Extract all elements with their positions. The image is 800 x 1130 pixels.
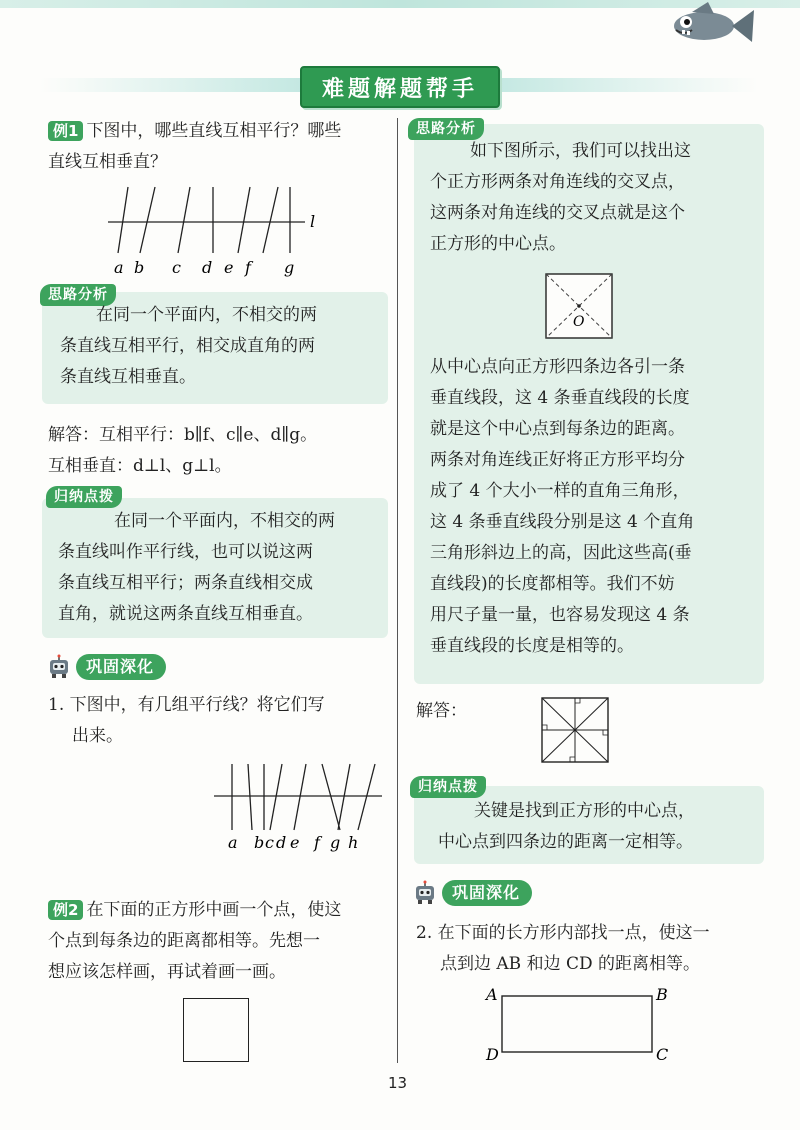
diagonal-square-figure xyxy=(544,272,616,342)
label-c: c xyxy=(172,258,181,277)
page-number: 13 xyxy=(388,1074,408,1092)
question1-figure xyxy=(210,760,390,855)
q1-label-e: e xyxy=(290,833,300,852)
right-summary-line2: 中心点到四条边的距离一定相等。 xyxy=(438,832,693,852)
example1-figure xyxy=(100,185,330,280)
robot-icon xyxy=(412,880,438,906)
center-label: O xyxy=(573,314,585,330)
example2-line3: 想应该怎样画，再试着画一画。 xyxy=(48,962,286,982)
example2-badge: 例2 xyxy=(48,900,83,920)
left-practice-header xyxy=(46,652,166,682)
label-g: g xyxy=(284,258,295,277)
line-c xyxy=(178,187,190,253)
label-b: b xyxy=(134,258,145,277)
right-expl-line7: 三角形斜边上的高，因此这些高(垂 xyxy=(430,543,692,563)
left-summary-line2: 条直线叫作平行线，也可以说这两 xyxy=(58,542,313,562)
q1-label-f: f xyxy=(314,833,320,852)
q1-label-g: g xyxy=(330,833,341,852)
q1-label-c: c xyxy=(265,833,274,852)
page-title: 难题解题帮手 xyxy=(300,66,500,108)
right-analysis-tag: 思路分析 xyxy=(408,118,484,140)
right-summary-line1: 关键是找到正方形的中心点， xyxy=(474,801,695,821)
left-summary-text xyxy=(58,506,388,630)
left-analysis-line1: 在同一个平面内，不相交的两 xyxy=(96,305,317,325)
right-expl-line4: 两条对角连线正好将正方形平均分 xyxy=(430,450,685,470)
left-summary-tag: 归纳点拨 xyxy=(46,486,122,508)
left-analysis-line2: 条直线互相平行，相交成直角的两 xyxy=(60,336,315,356)
left-analysis-text xyxy=(60,300,390,393)
example1-question xyxy=(48,116,388,178)
example1-badge: 例1 xyxy=(48,121,83,141)
line-e xyxy=(238,187,250,253)
q1-label-b: b xyxy=(254,833,265,852)
q2-line2: 点到边 AB 和边 CD 的距离相等。 xyxy=(440,954,701,974)
right-expl-line8: 直线段)的长度都相等。我们不妨 xyxy=(430,574,675,594)
question-1 xyxy=(48,690,388,752)
right-answer-label: 解答： xyxy=(416,701,467,721)
example2-line1: 在下面的正方形中画一个点，使这 xyxy=(86,900,342,920)
left-analysis-line3: 条直线互相垂直。 xyxy=(60,367,196,387)
left-analysis-tag: 思路分析 xyxy=(40,284,116,306)
left-answer-line1: 解答：互相平行：b∥f、c∥e、d∥g。 xyxy=(48,425,318,445)
right-expl-line10: 垂直线段的长度是相等的。 xyxy=(430,636,634,656)
right-analysis-line4: 正方形的中心点。 xyxy=(430,234,566,254)
q1-line1: 1. 下图中，有几组平行线？将它们写 xyxy=(48,695,325,715)
label-C: C xyxy=(656,1045,669,1064)
fish-mascot-icon xyxy=(656,2,756,50)
label-a: a xyxy=(114,258,124,277)
line-f xyxy=(263,187,278,253)
header-line-right xyxy=(496,78,758,92)
example2-question xyxy=(48,895,388,988)
right-expl-line2: 垂直线段，这 4 条垂直线段的长度 xyxy=(430,388,690,408)
header-line-left xyxy=(40,78,302,92)
left-summary-line1: 在同一个平面内，不相交的两 xyxy=(114,511,335,531)
label-A: A xyxy=(486,985,498,1004)
right-expl-line1: 从中心点向正方形四条边各引一条 xyxy=(430,357,685,377)
line-a xyxy=(118,187,128,253)
right-expl-line6: 这 4 条垂直线段分别是这 4 个直角 xyxy=(430,512,695,532)
left-practice-label: 巩固深化 xyxy=(76,654,166,680)
column-divider xyxy=(397,118,398,1063)
right-analysis-line1: 如下图所示，我们可以找出这 xyxy=(470,141,691,161)
left-answer xyxy=(48,420,388,482)
answer-square-figure xyxy=(540,696,612,766)
example1-line2: 直线互相垂直？ xyxy=(48,152,167,172)
right-analysis-line2: 个正方形两条对角连线的交叉点， xyxy=(430,172,685,192)
left-summary-line4: 直角，就说这两条直线互相垂直。 xyxy=(58,604,313,624)
q1-label-h: h xyxy=(348,833,359,852)
right-expl-line9: 用尺子量一量，也容易发现这 4 条 xyxy=(430,605,690,625)
q2-line1: 2. 在下面的长方形内部找一点，使这一 xyxy=(416,923,710,943)
question-2 xyxy=(416,918,766,980)
robot-icon xyxy=(46,654,72,680)
right-practice-header xyxy=(412,878,532,908)
label-d: d xyxy=(202,258,213,277)
right-expl-line5: 成了 4 个大小一样的直角三角形， xyxy=(430,481,690,501)
right-analysis-text xyxy=(430,136,760,260)
left-answer-line2: 互相垂直：d⊥l、g⊥l。 xyxy=(48,456,232,476)
right-summary-text xyxy=(438,796,764,858)
label-f: f xyxy=(245,258,251,277)
right-expl-line3: 就是这个中心点到每条边的距离。 xyxy=(430,419,685,439)
label-l: l xyxy=(310,212,316,231)
rectangle-figure xyxy=(482,982,682,1064)
q1-label-d: d xyxy=(276,833,287,852)
right-summary-tag: 归纳点拨 xyxy=(410,776,486,798)
left-summary-line3: 条直线互相平行；两条直线相交成 xyxy=(58,573,313,593)
right-explanation xyxy=(430,352,760,662)
label-B: B xyxy=(656,985,668,1004)
example2-line2: 个点到每条边的距离都相等。先想一 xyxy=(48,931,320,951)
example2-square xyxy=(183,998,249,1062)
right-practice-label: 巩固深化 xyxy=(442,880,532,906)
label-e: e xyxy=(224,258,234,277)
q1-label-a: a xyxy=(228,833,238,852)
q1-line2: 出来。 xyxy=(72,726,123,746)
example1-line1: 下图中，哪些直线互相平行？哪些 xyxy=(86,121,342,141)
line-b xyxy=(140,187,155,253)
label-D: D xyxy=(486,1045,499,1064)
right-analysis-line3: 这两条对角连线的交叉点就是这个 xyxy=(430,203,685,223)
